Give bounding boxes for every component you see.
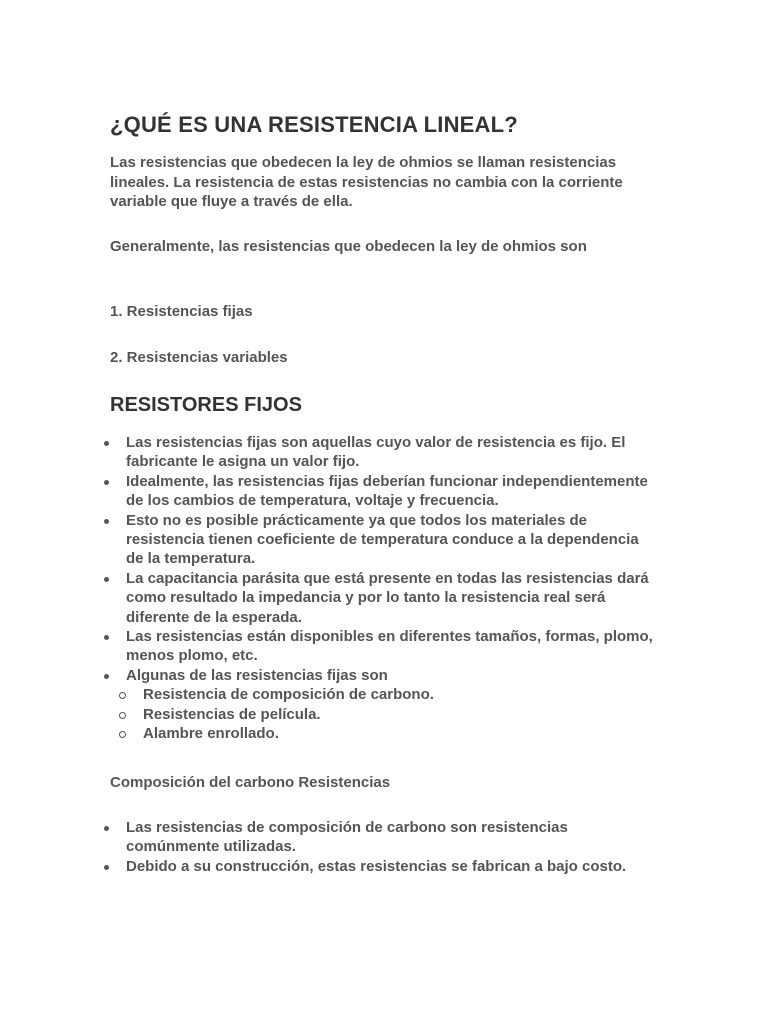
- list-item: La capacitancia parásita que está presente en todas las resistencias dará como resultado la impedancia y por lo tanto la resistencia real será diferente de la esperada.: [110, 569, 660, 627]
- list-item: Las resistencias están disponibles en diferentes tamaños, formas, plomo, menos plomo, etc.: [110, 627, 660, 666]
- fixed-resistor-types-list: [110, 685, 660, 743]
- list-item: Las resistencias de composición de carbono son resistencias comúnmente utilizadas.: [110, 818, 660, 857]
- intro-paragraph: Las resistencias que obedecen la ley de ohmios se llaman resistencias lineales. La resistencia de estas resistencias no cambia con la corriente variable que fluye a través de ella.: [110, 154, 623, 210]
- general-paragraph: Generalmente, las resistencias que obedecen la ley de ohmios son: [110, 238, 587, 255]
- sub-list-item: Alambre enrollado.: [110, 724, 660, 743]
- list-item: Esto no es posible prácticamente ya que todos los materiales de resistencia tienen coeficiente de temperatura conduce a la dependencia de la temperatura.: [110, 511, 660, 569]
- carbon-composition-list: [110, 818, 660, 876]
- carbon-composition-heading: Composición del carbono Resistencias: [110, 774, 391, 791]
- fixed-resistors-heading: RESISTORES FIJOS: [110, 394, 302, 416]
- page-title: ¿QUÉ ES UNA RESISTENCIA LINEAL?: [110, 112, 518, 137]
- type-fixed-item: 1. Resistencias fijas: [110, 303, 253, 320]
- list-item: Las resistencias fijas son aquellas cuyo valor de resistencia es fijo. El fabricante le asigna un valor fijo.: [110, 433, 660, 472]
- list-item: [110, 666, 660, 685]
- type-variable-item: 2. Resistencias variables: [110, 349, 288, 366]
- sub-list-wrapper: [110, 685, 660, 743]
- list-item: Idealmente, las resistencias fijas deberían funcionar independientemente de los cambios de temperatura, voltaje y frecuencia.: [110, 472, 660, 511]
- list-item: Debido a su construcción, estas resistencias se fabrican a bajo costo.: [110, 857, 660, 876]
- list-item-label: Algunas de las resistencias fijas son: [126, 666, 388, 684]
- fixed-resistors-list: [110, 433, 660, 744]
- sub-list-item: Resistencias de película.: [110, 705, 660, 724]
- sub-list-item: Resistencia de composición de carbono.: [110, 685, 660, 704]
